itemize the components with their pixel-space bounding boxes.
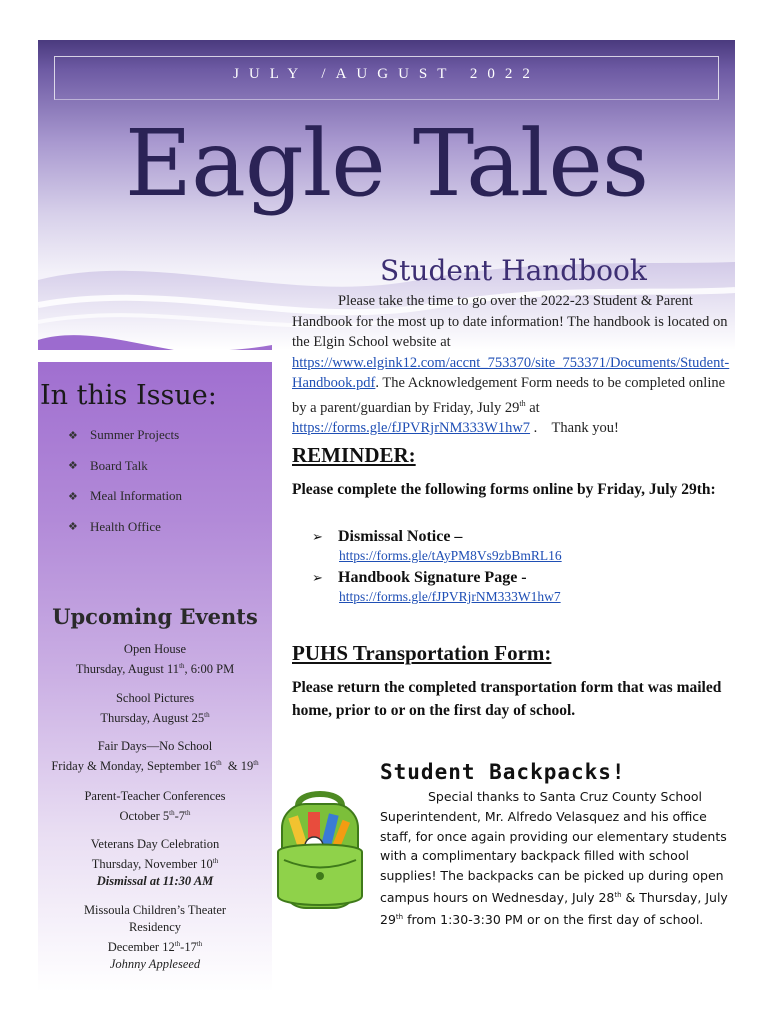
arrow-bullet-icon: ➢ (312, 529, 323, 544)
event-note: Dismissal at 11:30 AM (96, 874, 214, 889)
form-list-item (312, 528, 732, 566)
issue-item (68, 451, 182, 482)
reminder-intro: Please complete the following forms online by Friday, July 29th: (292, 481, 716, 498)
backpacks-heading: Student Backpacks! (380, 760, 626, 784)
event-name: School Pictures (115, 691, 195, 705)
issue-item-label: Board Talk (90, 457, 148, 473)
event-date: Friday & Monday, September 16th & 19th (51, 759, 259, 774)
issue-item (68, 512, 182, 543)
transportation-heading: PUHS Transportation Form: (292, 641, 552, 665)
issue-item-label: Meal Information (90, 488, 183, 504)
event-date: December 12th-17th (107, 940, 203, 955)
event-name: Parent-Teacher Conferences (84, 789, 226, 803)
diamond-bullet-icon: ❖ (68, 429, 78, 442)
event-name: Missoula Children’s Theater (83, 903, 227, 917)
issue-date: JULY /AUGUST 2022 (233, 66, 540, 82)
backpack-clipart (268, 786, 372, 914)
event-date: October 5th-7th (119, 809, 191, 824)
event-theater-residency (38, 902, 272, 973)
form-title: Dismissal Notice – (338, 528, 463, 545)
backpacks-paragraph: Special thanks to Santa Cruz County School Superintendent, Mr. Alfredo Velasquez and his office staff, for once again providing our elementary students with a complimentary backpack filled with school supplies! The backpacks can be picked up during open campus hours on Wednesday, July 28th & Thursday, July 29th from 1:30-3:30 PM or on the first day of school. (380, 789, 728, 928)
event-name: Open House (123, 642, 187, 656)
event-show: Johnny Appleseed (109, 957, 201, 972)
acknowledgement-form-link[interactable]: https://forms.gle/fJPVRjrNM333W1hw7 (292, 419, 531, 436)
event-name: Veterans Day Celebration (90, 837, 220, 851)
in-this-issue-heading: In this Issue: (40, 380, 217, 411)
event-date: Thursday, November 10th (91, 857, 219, 872)
event-date: Thursday, August 25th (100, 711, 210, 726)
event-name: Fair Days—No School (97, 739, 213, 753)
issue-item (68, 420, 182, 451)
reminder-form-list (312, 528, 732, 610)
diamond-bullet-icon: ❖ (68, 460, 78, 473)
arrow-bullet-icon: ➢ (312, 570, 323, 585)
handbook-paragraph: Please take the time to go over the 2022-23 Student & Parent Handbook for the most up to date information! The handbook is located on the Elgin School website at https://www.elgink12.com/accnt_753370/site_753371/Documents/Student-Handbook.pdf. The Acknowledgement Form needs to be completed online by a parent/guardian by Friday, July 29th at https://forms.gle/fJPVRjrNM333W1hw7 . Thank you! (292, 293, 730, 436)
transportation-text: Please return the completed transportation form that was mailed home, prior to or on the first day of school. (292, 679, 722, 719)
form-title: Handbook Signature Page - (338, 569, 527, 586)
event-name-line2: Residency (128, 920, 182, 934)
handbook-link[interactable]: https://www.elgink12.com/accnt_753370/site_753371/Documents/Student-Handbook.pdf (292, 354, 730, 391)
diamond-bullet-icon: ❖ (68, 521, 78, 534)
newsletter-title: Eagle Tales (124, 110, 649, 217)
upcoming-events-heading: Upcoming Events (52, 604, 258, 629)
issue-item (68, 481, 182, 512)
issue-list (68, 420, 182, 542)
reminder-heading: REMINDER: (292, 443, 416, 467)
event-conferences (38, 788, 272, 825)
event-open-house (38, 641, 272, 678)
form-list-item (312, 569, 732, 607)
event-school-pictures (38, 690, 272, 727)
dismissal-notice-link[interactable]: https://forms.gle/tAyPM8Vs9zbBmRL16 (339, 548, 562, 563)
issue-item-label: Summer Projects (90, 427, 180, 443)
handbook-heading: Student Handbook (380, 254, 647, 287)
issue-item-label: Health Office (90, 518, 161, 534)
event-fair-days (38, 738, 272, 775)
event-date: Thursday, August 11th, 6:00 PM (75, 662, 235, 677)
event-veterans-day (38, 836, 272, 890)
handbook-signature-link[interactable]: https://forms.gle/fJPVRjrNM333W1hw7 (339, 589, 561, 604)
diamond-bullet-icon: ❖ (68, 490, 78, 503)
